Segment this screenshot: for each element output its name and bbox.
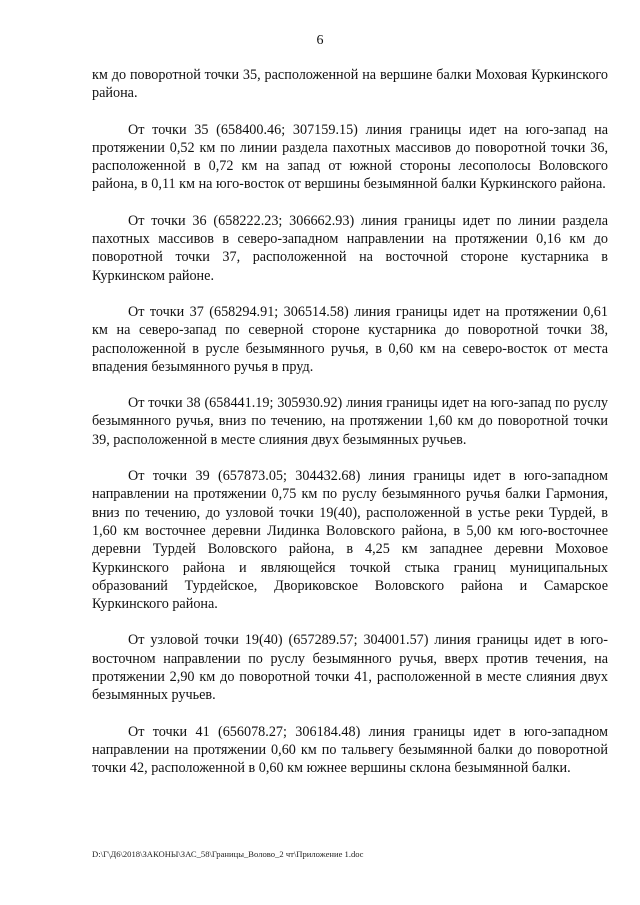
paragraph-point-38: От точки 38 (658441.19; 305930.92) линия границы идет на юго-запад по руслу безымянного ручья, вниз по течению, на протяжении 1,60 км до поворотной точки 39, расположенной в месте слияния двух безымянных ручьев. — [92, 395, 608, 448]
page-number: 6 — [316, 33, 324, 48]
paragraph-continuation: км до поворотной точки 35, расположенной на вершине балки Моховая Куркинского района. — [92, 67, 608, 102]
paragraph-point-36: От точки 36 (658222.23; 306662.93) линия границы идет по линии раздела пахотных массивов в северо-западном направлении на протяжении 0,16 км до поворотной точки 37, расположенной на восточной стороне кустарника в Куркинском районе. — [92, 212, 608, 284]
footer-file-path: D:\Г\Д6\2018\ЗАКОНЫ\ЗАС_58\Границы_Волово_2 чт\Приложение 1.doc — [92, 849, 364, 859]
paragraph-point-39: От точки 39 (657873.05; 304432.68) линия границы идет в юго-западном направлении на протяжении 0,75 км по руслу безымянного ручья балки Гармония, вниз по течению, до узловой точки 19(40), расположенной в устье реки Турдей, в 1,60 км восточнее деревни Лидинка Воловского района, в 5,00 км юго-восточнее деревни Турдей Воловского района, в 4,25 км западнее деревни Моховое Куркинского района и являющейся точкой стыка границ муниципальных образований Турдейское, Двориковское Воловского района и Самарское Куркинского района. — [92, 468, 608, 613]
paragraph-point-35: От точки 35 (658400.46; 307159.15) линия границы идет на юго-запад на протяжении 0,52 км по линии раздела пахотных массивов до поворотной точки 36, расположенной в 0,72 км на запад от южной стороны лесополосы Воловского района, в 0,11 км на юго-восток от вершины безымянной балки Куркинского района. — [92, 121, 608, 193]
paragraph-point-37: От точки 37 (658294.91; 306514.58) линия границы идет на протяжении 0,61 км на северо-запад по северной стороне кустарника до поворотной точки 38, расположенной в русле безымянного ручья, в 0,60 км на северо-восток от места впадения безымянного ручья в пруд. — [92, 303, 608, 375]
document-body — [92, 66, 608, 778]
paragraph-point-41: От точки 41 (656078.27; 306184.48) линия границы идет в юго-западном направлении на протяжении 0,60 км по тальвегу безымянной балки до поворотной точки 42, расположенной в 0,60 км южнее вершины склона безымянной балки. — [92, 723, 608, 777]
paragraph-point-19-40: От узловой точки 19(40) (657289.57; 304001.57) линия границы идет в юго-восточном направлении по руслу безымянного ручья, вверх против течения, на протяжении 2,90 км до поворотной точки 41, расположенной в месте слияния двух безымянных ручьев. — [92, 632, 608, 704]
